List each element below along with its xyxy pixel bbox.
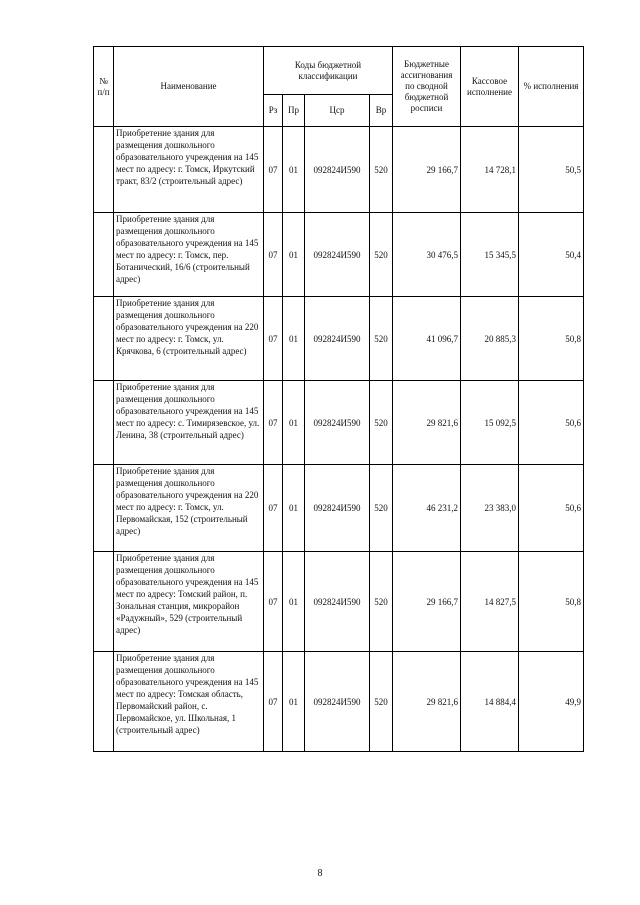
cell-rz: 07: [264, 381, 283, 465]
cell-vr: 520: [370, 652, 393, 752]
cell-percent: 50,6: [519, 381, 584, 465]
cell-pr: 01: [283, 381, 305, 465]
table-row: [94, 213, 584, 297]
cell-vr: 520: [370, 381, 393, 465]
header-pr: Пр: [283, 95, 305, 127]
cell-vr: 520: [370, 127, 393, 213]
table-row: [94, 465, 584, 552]
cell-pr: 01: [283, 652, 305, 752]
cell-pr: 01: [283, 127, 305, 213]
cell-cash: 14 884,4: [461, 652, 519, 752]
cell-allocations: 29 821,6: [393, 652, 461, 752]
cell-allocations: 29 821,6: [393, 381, 461, 465]
cell-cash: 15 092,5: [461, 381, 519, 465]
budget-execution-table: [93, 46, 584, 752]
cell-allocations: 29 166,7: [393, 127, 461, 213]
cell-name: Приобретение здания для размещения дошкольного образовательного учреждения на 145 мест по адресу: Томская область, Первомайский район, с. Первомайское, ул. Школьная, 1 (строительный адрес): [114, 652, 264, 752]
cell-name: Приобретение здания для размещения дошкольного образовательного учреждения на 220 мест по адресу: г. Томск, ул. Первомайская, 152 (строительный адрес): [114, 465, 264, 552]
cell-cash: 14 827,5: [461, 552, 519, 652]
cell-rz: 07: [264, 465, 283, 552]
cell-allocations: 46 231,2: [393, 465, 461, 552]
cell-percent: 50,6: [519, 465, 584, 552]
cell-vr: 520: [370, 552, 393, 652]
cell-csr: 092824И590: [305, 552, 370, 652]
cell-csr: 092824И590: [305, 381, 370, 465]
cell-pr: 01: [283, 552, 305, 652]
cell-csr: 092824И590: [305, 652, 370, 752]
cell-csr: 092824И590: [305, 297, 370, 381]
table-row: [94, 297, 584, 381]
cell-name: Приобретение здания для размещения дошкольного образовательного учреждения на 145 мест по адресу: г. Томск, Иркутский тракт, 83/2 (строительный адрес): [114, 127, 264, 213]
cell-name: Приобретение здания для размещения дошкольного образовательного учреждения на 145 мест по адресу: с. Тимирязевское, ул. Ленина, 38 (строительный адрес): [114, 381, 264, 465]
cell-rz: 07: [264, 652, 283, 752]
cell-rz: 07: [264, 552, 283, 652]
cell-num: [94, 213, 114, 297]
cell-num: [94, 465, 114, 552]
cell-allocations: 41 096,7: [393, 297, 461, 381]
cell-name: Приобретение здания для размещения дошкольного образовательного учреждения на 145 мест по адресу: Томский район, п. Зональная станция, микрорайон «Радужный», 529 (строительный адрес): [114, 552, 264, 652]
cell-cash: 23 383,0: [461, 465, 519, 552]
cell-allocations: 30 476,5: [393, 213, 461, 297]
cell-cash: 15 345,5: [461, 213, 519, 297]
cell-num: [94, 381, 114, 465]
cell-vr: 520: [370, 465, 393, 552]
cell-num: [94, 552, 114, 652]
cell-cash: 20 885,3: [461, 297, 519, 381]
header-csr: Цср: [305, 95, 370, 127]
cell-vr: 520: [370, 297, 393, 381]
cell-num: [94, 297, 114, 381]
cell-pr: 01: [283, 297, 305, 381]
header-percent: % исполнения: [519, 47, 584, 127]
cell-num: [94, 652, 114, 752]
cell-percent: 50,8: [519, 297, 584, 381]
cell-rz: 07: [264, 297, 283, 381]
header-vr: Вр: [370, 95, 393, 127]
cell-csr: 092824И590: [305, 127, 370, 213]
header-allocations: Бюджетные ассигнования по сводной бюджетной росписи: [393, 47, 461, 127]
cell-pr: 01: [283, 213, 305, 297]
header-num: № п/п: [94, 47, 114, 127]
cell-cash: 14 728,1: [461, 127, 519, 213]
page-number: 8: [317, 868, 323, 879]
table-row: [94, 652, 584, 752]
header-name: Наименование: [114, 47, 264, 127]
cell-rz: 07: [264, 213, 283, 297]
cell-csr: 092824И590: [305, 465, 370, 552]
cell-percent: 50,4: [519, 213, 584, 297]
table-row: [94, 381, 584, 465]
header-budget-codes: Коды бюджетной классификации: [264, 47, 393, 95]
header-rz: Рз: [264, 95, 283, 127]
cell-num: [94, 127, 114, 213]
cell-allocations: 29 166,7: [393, 552, 461, 652]
cell-csr: 092824И590: [305, 213, 370, 297]
cell-name: Приобретение здания для размещения дошкольного образовательного учреждения на 145 мест по адресу: г. Томск, пер. Ботанический, 16/6 (строительный адрес): [114, 213, 264, 297]
cell-pr: 01: [283, 465, 305, 552]
table-row: [94, 127, 584, 213]
cell-percent: 50,5: [519, 127, 584, 213]
header-cash-execution: Кассовое исполнение: [461, 47, 519, 127]
cell-name: Приобретение здания для размещения дошкольного образовательного учреждения на 220 мест по адресу: г. Томск, ул. Крячкова, 6 (строительный адрес): [114, 297, 264, 381]
cell-percent: 50,8: [519, 552, 584, 652]
cell-rz: 07: [264, 127, 283, 213]
cell-vr: 520: [370, 213, 393, 297]
table-row: [94, 552, 584, 652]
cell-percent: 49,9: [519, 652, 584, 752]
